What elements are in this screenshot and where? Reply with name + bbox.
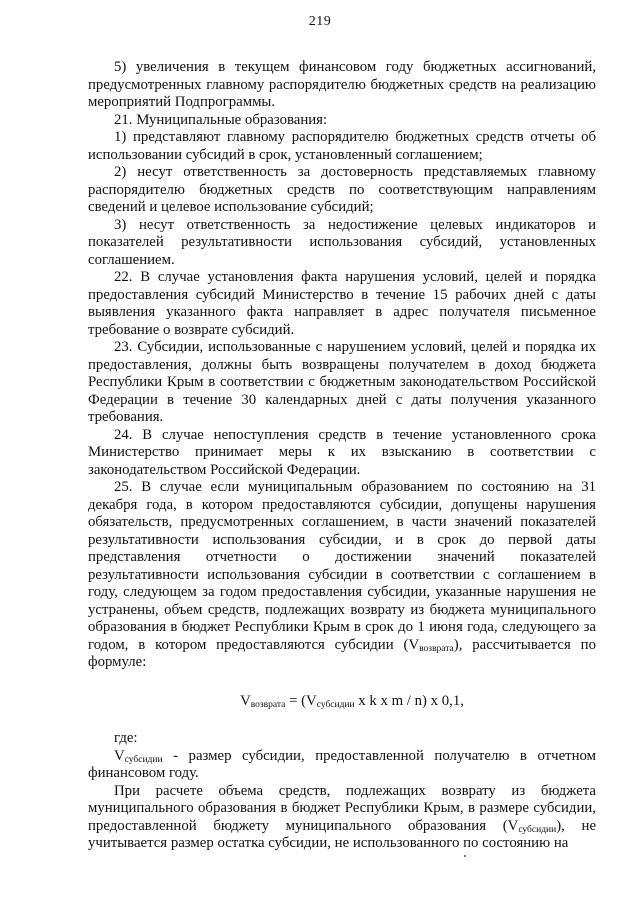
definition-v-subsidii (88, 748, 596, 783)
paragraph-25-tail: ), рассчитывается по формуле: (88, 636, 596, 670)
paragraph-21-heading: 21. Муниципальные образования: (114, 111, 328, 128)
return-formula (88, 693, 596, 711)
paragraph-23: 23. Субсидии, использованные с нарушением условий, целей и порядка их предоставления, должны быть возвращены получателем в доход бюджета Республики Крым в соответствии с бюджетным законодательством Российской Федерации в течение 30 календарных дней с даты получения указанного требования. (88, 339, 596, 425)
formula-sub-vozvrata: возврата (250, 699, 286, 710)
paragraph-last (88, 783, 596, 853)
paragraph-21-item-1: 1) представляют главному распорядителю бюджетных средств отчеты об использовании субсидий в срок, установленный соглашением; (88, 129, 596, 163)
scan-speck (464, 855, 466, 857)
formula-equals: = (V (285, 692, 317, 709)
paragraph-last-subscript: субсидии (518, 824, 557, 835)
document-body (88, 59, 596, 853)
paragraph-24: 24. В случае непоступления средств в течение установленного срока Министерство принимает меры к их взысканию в соответствии с законодательством Российской Федерации. (88, 426, 596, 478)
paragraph-21-item-3: 3) несут ответственность за недостижение целевых индикаторов и показателей результативности использования субсидий, установленных соглашением. (88, 216, 596, 268)
paragraph-last-tail: ), не учитывается размер остатка субсидии, не использованного по состоянию на (88, 817, 597, 851)
paragraph-22: 22. В случае установления факта нарушения условий, целей и порядка предоставления субсидий Министерство в течение 15 рабочих дней с даты выявления указанного факта направляет в адрес получателя письменное требование о возврате субсидий. (88, 269, 596, 338)
paragraph-item-5: 5) увеличения в текущем финансовом году бюджетных ассигнований, предусмотренных главному распорядителю бюджетных средств на реализацию мероприятий Подпрограммы. (88, 59, 596, 110)
paragraph-25-subscript: возврата (419, 643, 454, 654)
formula-sub-subsidii: субсидии (316, 699, 355, 710)
definition-v: V (114, 747, 125, 764)
paragraph-last-text: При расчете объема средств, подлежащих возврату из бюджета муниципального образования в бюджет Республики Крым, в размере субсидии, предоставленной бюджету муниципального образования (V (88, 782, 596, 834)
where-label: где: (114, 730, 138, 746)
formula-v1: V (240, 692, 251, 709)
definition-text: - размер субсидии, предоставленной получателю в отчетном финансовом году. (88, 747, 596, 781)
page-number: 219 (308, 14, 332, 29)
formula-rest: x k x m / n) x 0,1, (354, 692, 464, 709)
definition-subscript: субсидии (124, 754, 163, 765)
paragraph-25 (88, 479, 596, 672)
paragraph-21-item-2: 2) несут ответственность за достоверность представляемых главному распорядителю бюджетных средств по соответствующим направлениям сведений и целевое использование субсидий; (88, 164, 596, 215)
paragraph-25-text: 25. В случае если муниципальным образованием по состоянию на 31 декабря года, в котором предоставляются субсидии, допущены нарушения обязательств, предусмотренных соглашением, в части значений показателей результативности использования субсидии, и в срок до первой даты представления отчетности о достижении значений показателей результативности использования субсидии в соответствии с соглашением в году, следующем за годом предоставления субсидии, указанные нарушения не устранены, объем средств, подлежащих возврату из бюджета муниципального образования в бюджет Республики Крым в срок до 1 июня года, следующего за годом, в котором предоставляются субсидии (V (88, 479, 596, 653)
